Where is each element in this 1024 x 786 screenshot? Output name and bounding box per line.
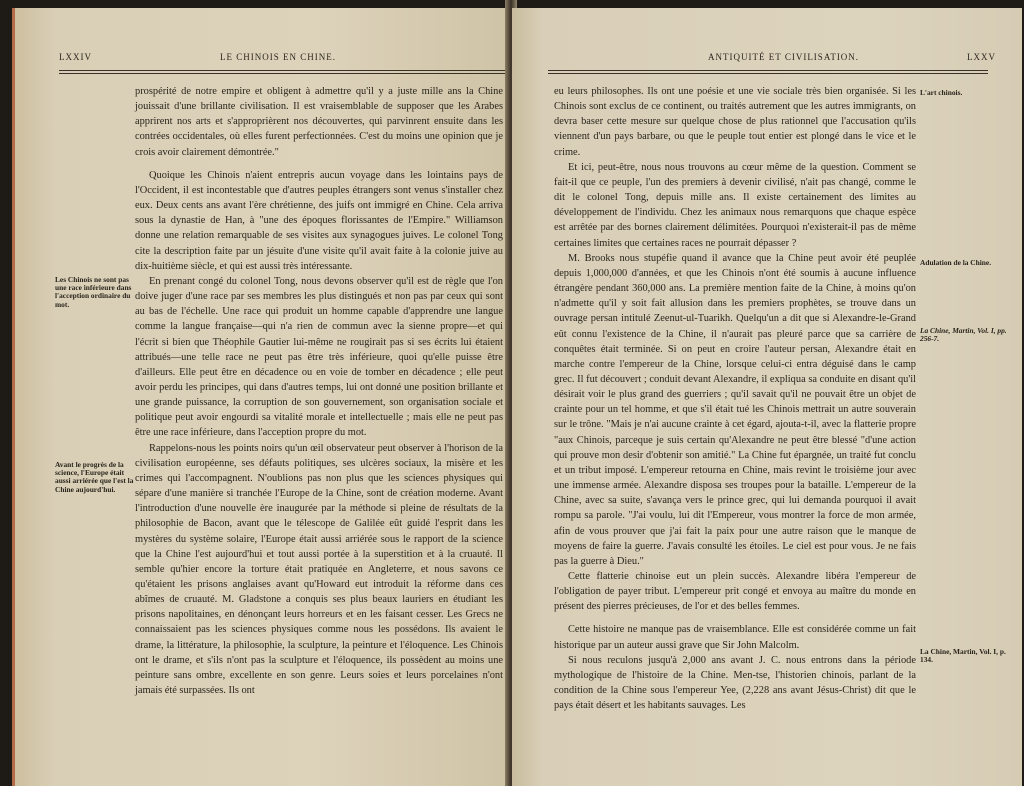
margin-note: Les Chinois ne sont pas une race inférieure dans l'acception ordinaire du mot. bbox=[55, 275, 132, 309]
paragraph: Cette flatterie chinoise eut un plein succès. Alexandre libéra l'empereur de l'obligation de payer tribut. L'empereur prit congé et envoya au maître du monde en présent des pierres précieuses, de l'or et des belles femmes. bbox=[554, 571, 916, 613]
page-number: LXXIV bbox=[59, 52, 92, 62]
paragraph: M. Brooks nous stupéfie quand il avance que la Chine peut avoir été peuplée depuis 1,000,000 d'années, et que les Chinois n'ont été soumis à aucune influence étrangère pendant 360,000 ans. La première mention faite de la Chine, à moins qu'on n'admette qu'il y soit fait allusion dans les premiers prophètes, se trouve dans un ouvrage persan intitulé Zeenut-ul-Tuarikh. Quelqu'un a dit que si Alexandre-le-Grand eût connu l'existence de la Chine, il n'aurait pas pleuré parce que sa carrière de conquêtes était terminée. Si on peut en croire l'auteur persan, Alexandre était en marche contre l'empereur de la Chine, lorsque celui-ci entra déguisé dans le camp grec. Il fut découvert ; conduit devant Alexandre, il expliqua sa conduite en disant qu'il désirait voir le plus grand des guerriers ; qu'il savait qu'il ne pouvait être un objet de crainte pour un tel homme, et que s'il était tué les Chinois mettrait un autre souverain sur le trône. "Mais je n'ai aucune crainte à cet égard, ajouta-t-il, avec la flatterie propre "aux Chinois, parceque je suis certain qu'Alexandre ne peut être blessé "d'une action qui prouve mon desir d'obtenir son amitié." La Chine fut épargnée, un traité fut conclu et un tribut imposé. L'empereur retourna en Chine, mais revint le troisième jour avec une immense armée. Alexandre disposa ses troupes pour la bataille. L'empereur de la Chine, avec sa suite, s'avança vers le prince grec, qui lui demanda pourquoi il avait rompu sa parole. "J'ai voulu, lui dit l'Empereur, vous montrer la force de mon armée, afin de vous prouver que j'ai fait la paix pour une autre raison que le manque de moyens de faire la guerre. J'avais consulté les étoiles. Le ciel est pour vous. Je ne fais pas la guerre à Dieu." bbox=[554, 252, 916, 567]
paragraph: Si nous reculons jusqu'à 2,000 ans avant J. C. nous entrons dans la période mythologique de l'histoire de la Chine. Men-tse, l'historien chinois, parlant de la condition de la Chine sous l'empereur Yee, (2,228 ans avant Jésus-Christ) dit que le pays était désert et les habitants sauvages. Les bbox=[554, 654, 916, 712]
paragraph: eu leurs philosophes. Ils ont une poésie et une vie sociale très bien organisée. Si les Chinois sont exclus de ce continent, ou traités autrement que les autres immigrants, on devra baser cette mesure sur quelque chose de plus rationnel que l'accusation qu'ils viennent d'un pays barbare, ou que le peuple tout entier est plongé dans le vice et le crime. bbox=[554, 86, 916, 158]
margin-note: L'art chinois. bbox=[920, 88, 963, 97]
right-page bbox=[512, 8, 1022, 786]
running-head: LE CHINOIS EN CHINE. bbox=[220, 52, 336, 62]
paragraph: prospérité de notre empire et obligent à admettre qu'il y a juste mille ans la Chine jouissait d'une brillante civilisation. Il est vraisemblable de supposer que les Arabes apprirent nos arts et s'approprièrent nos découvertes, qui parvinrent ensuite dans les contrées occidentales, où elles furent perfectionnées. C'est du moins une opinion que je crois avoir clairement démontrée." bbox=[135, 86, 503, 158]
margin-note: Adulation de la Chine. bbox=[920, 258, 992, 267]
running-head: ANTIQUITÉ ET CIVILISATION. bbox=[708, 52, 860, 62]
margin-note: La Chine, Martin, Vol. I, p. 134. bbox=[920, 647, 1006, 665]
page-body bbox=[554, 84, 916, 713]
margin-note: La Chine, Martin, Vol. I, pp. 256-7. bbox=[920, 326, 1007, 344]
page-body bbox=[135, 84, 503, 698]
header-rule bbox=[59, 70, 505, 74]
paragraph: Quoique les Chinois n'aient entrepris aucun voyage dans les lointains pays de l'Occident, il est incontestable que d'autres peuples étrangers sont venus s'installer chez eux. Deux cents ans avant l'ère chrétienne, des juifs ont immigré en Chine. Cela arriva sous la dynastie de Han, à "une des époques florissantes de l'Empire." Williamson donne une relation remarquable de ses visites aux synagogues juives. Le colonel Tong cite la description faite par un jésuite d'une visite qu'il avait faite à la colonie juive au dix-huitième siècle, et qui est aussi très intéressante. bbox=[135, 169, 503, 272]
paragraph: Cette histoire ne manque pas de vraisemblance. Elle est considérée comme un fait historique par un auteur aussi grave que Sir John Malcolm. bbox=[554, 624, 916, 651]
paragraph: En prenant congé du colonel Tong, nous devons observer qu'il est de règle que l'on doive juger d'une race par ses membres les plus distingués et non pas par ceux qui sont au bas de l'échelle. Une race qui produit un homme capable d'apprendre une langue comme la langue française—qui n'a rien de commun avec la sienne propre—et qui l'écrit si bien que Théophile Gautier lui-même ne rougirait pas si ses écrits lui étaient attribués—une telle race ne peut pas être très inférieure, quoi qu'elle puisse être d'ailleurs. Elle peut être en décadence ou en voie de tomber en décadence ; elle peut avoir perdu les principes, qui dans d'autres temps, lui ont donné une position brillante et une grande puissance, la corruption de son gouvernement, son organisation sociale et politique peut avoir engourdi sa vitalité morale et intellectuelle ; mais elle ne peut pas être une race inférieure, dans l'acception propre du mot. bbox=[135, 275, 503, 439]
header-rule bbox=[548, 70, 988, 74]
page-number: LXXV bbox=[967, 52, 996, 62]
paragraph: Et ici, peut-être, nous nous trouvons au cœur même de la question. Comment se fait-il que ce peuple, l'un des premiers à devenir civilisé, n'ait pas changé, comme le dit le colonel Tong, depuis mille ans. Il existe certainement des limites au développement de l'individu. Chez les animaux nous remarquons que chaque espèce est arrêtée par des bornes clairement délimitées. Pourquoi n'existerait-il pas de même certaines limites que certaines races ne pourrait dépasser ? bbox=[554, 161, 916, 249]
paragraph: Rappelons-nous les points noirs qu'un œil observateur peut observer à l'horison de la civilisation européenne, ses défauts politiques, ses ulcères sociaux, la misère et les crimes qui l'accompagnent. N'oublions pas non plus que les sciences physiques qui sépare d'une manière si tranchée l'Europe de la Chine, sont de création moderne. Avant l'introduction d'une nouvelle ère inaugurée par la méthode si pleine de résultats de la philosophie de Bacon, avant que le télescope de Galilée eût guidé l'esprit dans les mystères du système solaire, l'Europe était aussi arriérée sous le rapport de la science que la Chine l'est aujourd'hui et tout aussi portée à la superstition et à la cruauté. Il semble qu'hier encore la torture était pratiquée en Angleterre, et nous savons ce qu'étaient les prisons anglaises avant qu'Howard eut introduit la réforme dans ces abîmes de cruauté. M. Gladstone a conquis ses plus beaux lauriers en étudiant les prisons napolitaines, en dénonçant leurs horreurs et en les faisant cesser. Les Grecs ne connaissaient pas les sciences physiques comme nous les possédons. Ils avaient le drame, la littérature, la philosophie, la sculpture, la peinture et l'éloquence. Les Chinois ont le drame, et s'ils n'ont pas la sculpture et l'éloquence, ils possèdent au moins une peinture sans ombre, excellente en son genre. Leurs soies et leurs porcelaines n'ont jamais été surpassées. Ils ont bbox=[135, 442, 503, 697]
margin-note: Avant le progrès de la science, l'Europe était aussi arriérée que l'est la Chine aujourd'hui. bbox=[55, 460, 134, 494]
left-page bbox=[12, 8, 513, 786]
